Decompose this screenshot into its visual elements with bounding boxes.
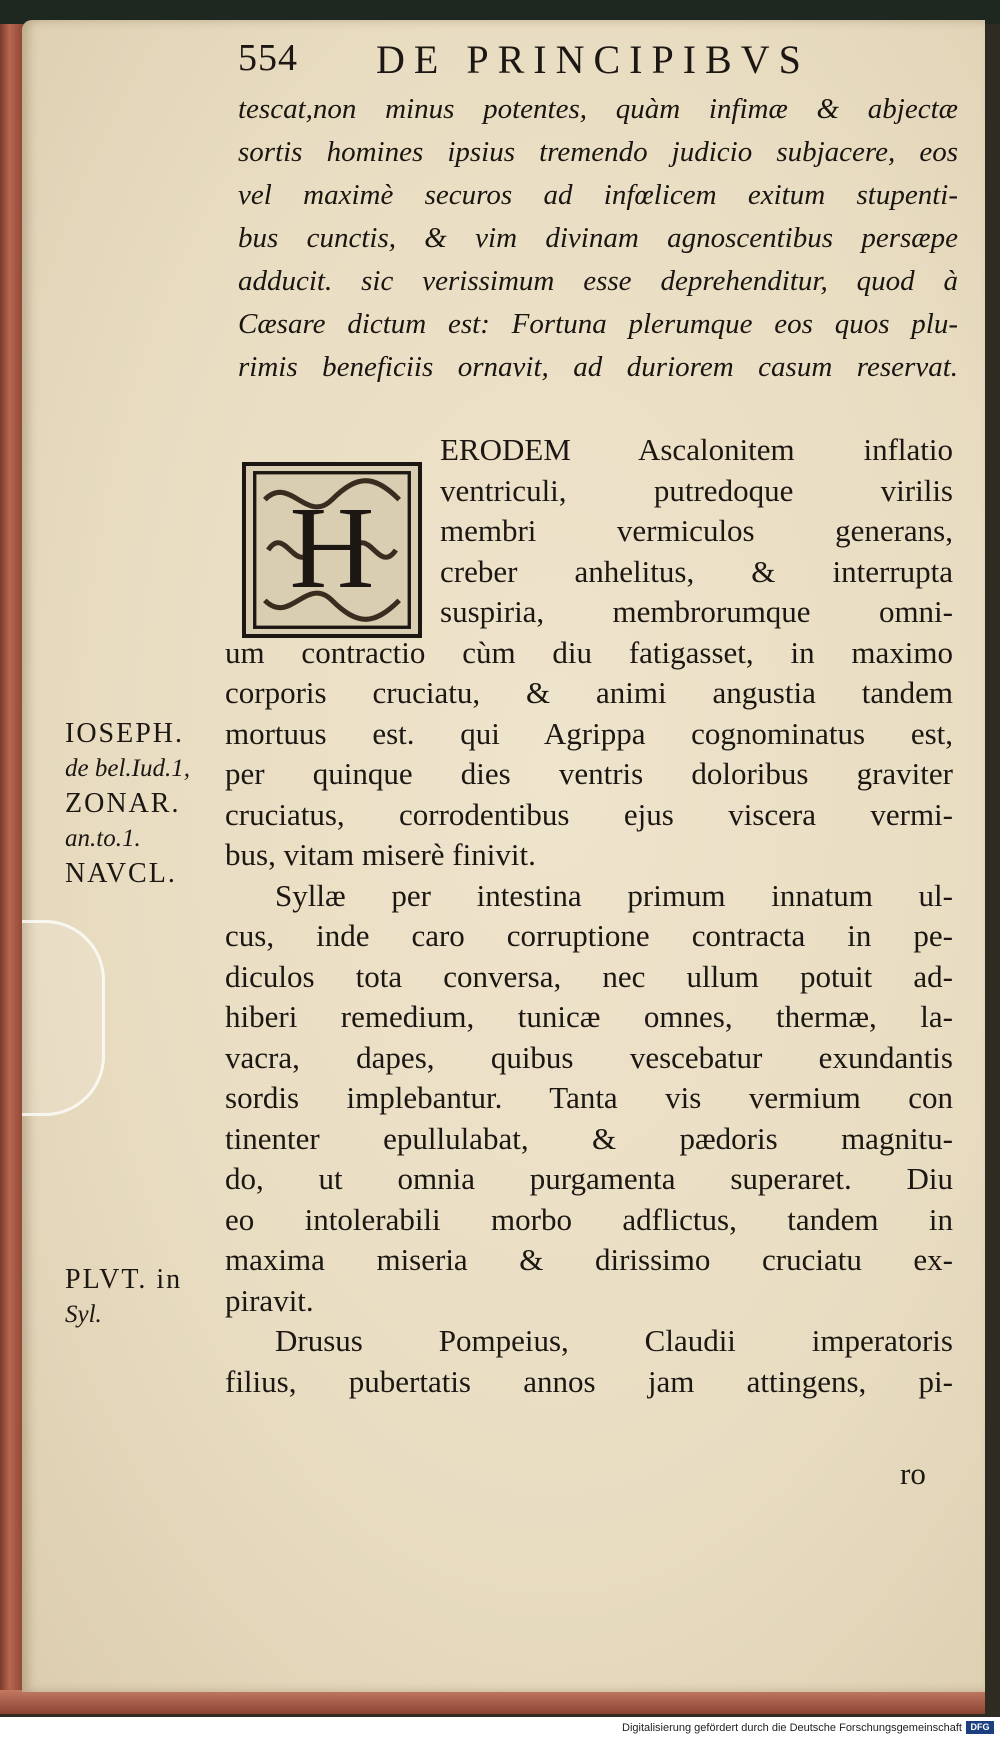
body-text: [225, 430, 953, 1402]
margin-note-line: an.to.1.: [65, 825, 141, 852]
page-number: 554: [238, 37, 298, 79]
page-clip: [22, 920, 105, 1116]
body-line: maxima miseria & dirissimo cruciatu ex-: [225, 1242, 953, 1277]
book-cover-edge-bottom: [0, 1690, 985, 1714]
dfg-logo-icon: DFG: [966, 1721, 994, 1734]
italic-line: sortis homines ipsius tremendo judicio subjacere, eos: [238, 136, 958, 168]
footer-text: Digitalisierung gefördert durch die Deutsche Forschungsgemeinschaft: [622, 1722, 962, 1734]
margin-note-josephus: [65, 716, 230, 892]
body-line: Syllæ per intestina primum innatum ul-: [275, 877, 953, 913]
body-line: ventriculi, putredoque virilis: [440, 472, 953, 508]
margin-note-plutarch: [65, 1262, 230, 1332]
italic-paragraph: [238, 88, 958, 389]
body-line: mortuus est. qui Agrippa cognominatus est,: [225, 715, 953, 751]
body-line: do, ut omnia purgamenta superaret. Diu: [225, 1161, 953, 1196]
italic-line: adducit. sic verissimum esse deprehenditur, quod à: [238, 265, 958, 297]
running-title: DE PRINCIPIBVS: [376, 37, 810, 82]
body-line: cus, inde caro corruptione contracta in pe-: [225, 918, 953, 953]
margin-note-line: Syl.: [65, 1301, 102, 1328]
italic-line: tescat,non minus potentes, quàm infimæ & abjectæ: [238, 93, 958, 125]
italic-line: vel maximè securos ad infœlicem exitum stupenti-: [238, 179, 958, 211]
body-line: suspiria, membrorumque omni-: [440, 594, 953, 629]
margin-note-line: de bel.Iud.1,: [65, 755, 190, 782]
body-line: piravit.: [225, 1282, 314, 1318]
body-line: ERODEM Ascalonitem inflatio: [440, 432, 953, 467]
body-line: cruciatus, corrodentibus ejus viscera vermi-: [225, 796, 953, 832]
body-line: vacra, dapes, quibus vescebatur exundantis: [225, 1039, 953, 1075]
catchword: ro: [900, 1456, 926, 1491]
margin-note-line: PLVT. in: [65, 1264, 183, 1295]
body-line: diculos tota conversa, nec ullum potuit ad-: [225, 958, 953, 994]
margin-note-line: IOSEPH.: [65, 718, 185, 749]
svg-text:H: H: [289, 482, 375, 613]
body-line: per quinque dies ventris doloribus graviter: [225, 756, 953, 791]
body-line: corporis cruciatu, & animi angustia tandem: [225, 675, 953, 710]
body-line: bus, vitam miserè finivit.: [225, 837, 536, 872]
body-line: um contractio cùm diu fatigasset, in maximo: [225, 634, 953, 670]
body-line: tinenter epullulabat, & pædoris magnitu-: [225, 1120, 953, 1156]
footer-bar: [0, 1717, 1000, 1739]
italic-line: bus cunctis, & vim divinam agnoscentibus persæpe: [238, 222, 958, 254]
book-cover-edge-left: [0, 24, 24, 1714]
body-line: hiberi remedium, tunicæ omnes, thermæ, la-: [225, 999, 953, 1034]
italic-line: Cæsare dictum est: Fortuna plerumque eos quos plu-: [238, 308, 958, 340]
body-line: eo intolerabili morbo adflictus, tandem in: [225, 1201, 953, 1237]
italic-line: rimis beneficiis ornavit, ad duriorem casum reservat.: [238, 351, 958, 383]
body-line: membri vermiculos generans,: [440, 513, 953, 548]
body-line: filius, pubertatis annos jam attingens, pi-: [225, 1363, 953, 1399]
margin-note-line: NAVCL.: [65, 858, 177, 889]
margin-note-line: ZONAR.: [65, 788, 181, 819]
body-line: Drusus Pompeius, Claudii imperatoris: [275, 1323, 953, 1358]
body-line: sordis implebantur. Tanta vis vermium con: [225, 1080, 953, 1115]
page-header: [238, 36, 888, 86]
body-line: creber anhelitus, & interrupta: [440, 553, 953, 589]
